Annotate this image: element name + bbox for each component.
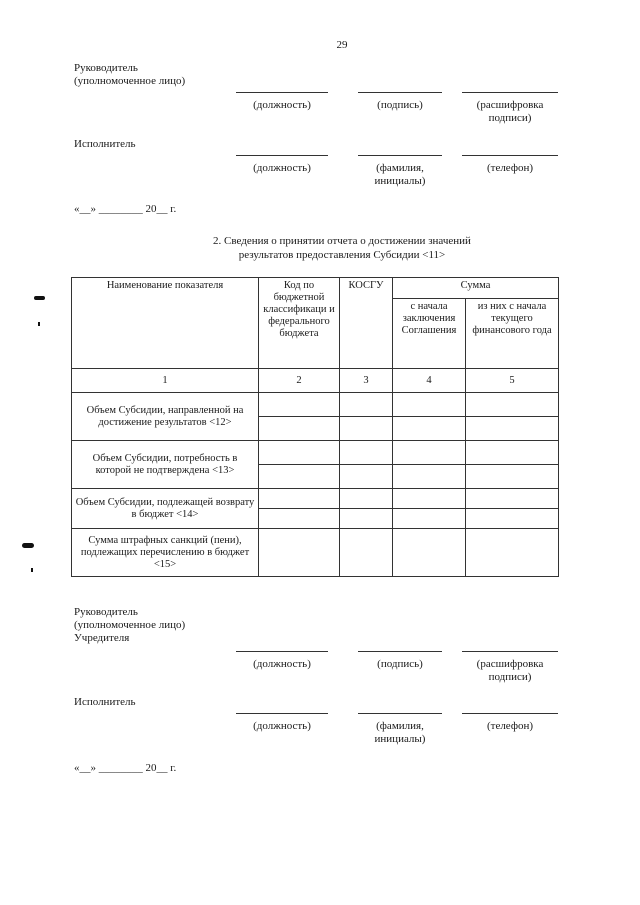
head-label xyxy=(74,62,185,88)
col-number-1: 1 xyxy=(72,369,259,393)
executor-phone-line xyxy=(462,155,558,156)
section-title-line1: 2. Сведения о принятии отчета о достижении значений xyxy=(213,235,471,247)
decryption-signature-line xyxy=(462,92,558,93)
founder-position-caption: (должность) xyxy=(253,658,311,670)
col-number-4: 4 xyxy=(393,369,466,393)
signature-caption: (подпись) xyxy=(377,99,423,111)
row-label: Объем Субсидии, подлежащей возврату в бюджет <14> xyxy=(72,489,259,529)
scan-mark xyxy=(34,296,45,300)
position-signature-line xyxy=(236,92,328,93)
executor-position-caption: (должность) xyxy=(253,162,311,174)
executor-name-caption: (фамилия, инициалы) xyxy=(374,162,426,187)
position-caption: (должность) xyxy=(253,99,311,111)
col-number-3: 3 xyxy=(340,369,393,393)
report-table xyxy=(71,277,559,577)
executor2-phone-caption: (телефон) xyxy=(486,720,534,732)
founder-position-line xyxy=(236,651,328,652)
header-indicator-name: Наименование показателя xyxy=(72,278,259,369)
scan-mark xyxy=(31,568,33,572)
signature-line xyxy=(358,92,442,93)
executor-label-2: Исполнитель xyxy=(74,696,136,708)
date-line: «__» ________ 20__ г. xyxy=(74,203,177,215)
table-row xyxy=(72,393,559,417)
executor-name-line xyxy=(358,155,442,156)
col-number-5: 5 xyxy=(466,369,559,393)
table-row xyxy=(72,489,559,509)
executor-label: Исполнитель xyxy=(74,138,136,150)
executor2-phone-line xyxy=(462,713,558,714)
header-sum-from-agreement: с начала заключения Соглашения xyxy=(393,299,466,369)
table-row xyxy=(72,441,559,465)
executor-phone-caption: (телефон) xyxy=(486,162,534,174)
row-label: Сумма штрафных санкций (пени), подлежащих перечислению в бюджет <15> xyxy=(72,529,259,577)
page-number: 29 xyxy=(336,39,348,51)
executor2-position-line xyxy=(236,713,328,714)
executor-position-line xyxy=(236,155,328,156)
head-label-line1: Руководитель xyxy=(74,62,138,74)
decryption-caption: (расшифровка подписи) xyxy=(476,99,544,124)
founder-head-label: Руководитель (уполномоченное лицо) Учредителя xyxy=(74,606,186,644)
scan-mark xyxy=(38,322,40,326)
header-kosgu: КОСГУ xyxy=(340,278,393,369)
table-row xyxy=(72,529,559,577)
head-label-line2: (уполномоченное лицо) xyxy=(74,75,186,87)
header-budget-code: Код по бюджетной классификаци и федерального бюджета xyxy=(259,278,340,369)
header-sum-current-year: из них с начала текущего финансового года xyxy=(466,299,559,369)
section-title xyxy=(0,234,640,262)
executor2-name-line xyxy=(358,713,442,714)
date-line-2: «__» ________ 20__ г. xyxy=(74,762,177,774)
scan-mark xyxy=(22,543,34,548)
section-title-line2: результатов предоставления Субсидии <11> xyxy=(238,249,446,261)
founder-signature-line xyxy=(358,651,442,652)
row-label: Объем Субсидии, потребность в которой не подтверждена <13> xyxy=(72,441,259,489)
executor2-name-caption: (фамилия, инициалы) xyxy=(374,720,426,745)
header-sum: Сумма xyxy=(393,278,559,299)
executor2-position-caption: (должность) xyxy=(253,720,311,732)
founder-signature-caption: (подпись) xyxy=(377,658,423,670)
row-label: Объем Субсидии, направленной на достижение результатов <12> xyxy=(72,393,259,441)
col-number-2: 2 xyxy=(259,369,340,393)
founder-decryption-line xyxy=(462,651,558,652)
founder-decryption-caption: (расшифровка подписи) xyxy=(476,658,544,683)
